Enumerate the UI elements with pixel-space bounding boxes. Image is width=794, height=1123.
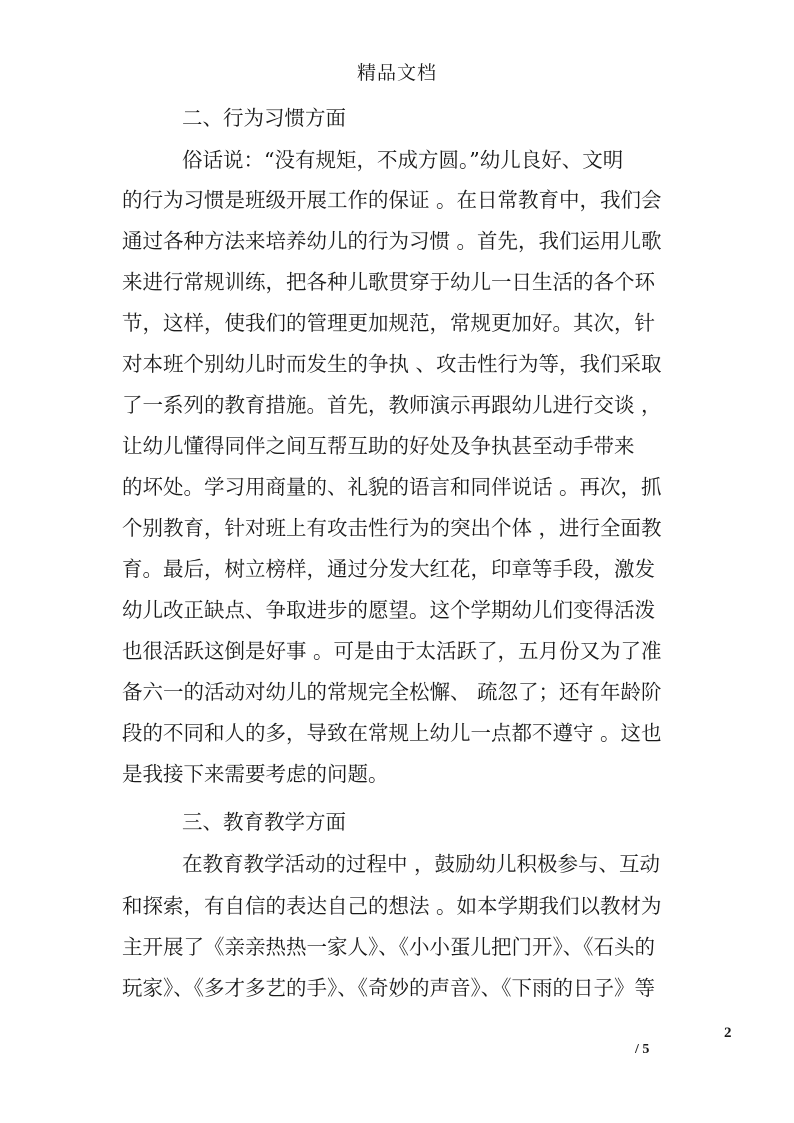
paragraph-line: 节，这样，使我们的管理更加规范，常规更加好。其次，针 (122, 311, 655, 335)
paragraph-line: 俗话说：“没有规矩，不成方圆。”幼儿良好、文明 (182, 148, 624, 172)
paragraph-line: 个别教育，针对班上有攻击性行为的突出个体 ，进行全面教 (122, 516, 662, 540)
section-heading: 三、教育教学方面 (182, 810, 346, 834)
page-total: / 5 (635, 1042, 650, 1057)
paragraph-line: 来进行常规训练，把各种儿歌贯穿于幼儿一日生活的各个环 (122, 270, 655, 294)
paragraph-line: 幼儿改正缺点、争取进步的愿望。这个学期幼儿们变得活泼 (122, 598, 655, 622)
paragraph-line: 对本班个别幼儿时而发生的争执 、攻击性行为等，我们采取 (122, 352, 662, 376)
page-number: 2 (724, 1025, 732, 1041)
paragraph-line: 通过各种方法来培养幼儿的行为习惯 。首先，我们运用儿歌 (122, 229, 662, 253)
paragraph-line: 的行为习惯是班级开展工作的保证 。在日常教育中，我们会 (122, 188, 662, 212)
paragraph-line: 备六一的活动对幼儿的常规完全松懈、 疏忽了；还有年龄阶 (122, 680, 662, 704)
paragraph-line: 玩家》、《多才多艺的手》、《奇妙的声音》、《下雨的日子》等 (122, 976, 655, 1000)
paragraph-line: 的坏处。学习用商量的、礼貌的语言和同伴说话 。再次，抓 (122, 475, 662, 499)
paragraph-line: 也很活跃这倒是好事 。可是由于太活跃了，五月份又为了准 (122, 639, 662, 663)
paragraph-line: 是我接下来需要考虑的问题。 (122, 762, 389, 786)
paragraph-line: 段的不同和人的多，导致在常规上幼儿一点都不遵守 。这也 (122, 721, 662, 745)
paragraph-line: 了一系列的教育措施。首先，教师演示再跟幼儿进行交谈 ， (122, 393, 662, 417)
header-title: 精品文档 (356, 62, 437, 84)
paragraph-line: 让幼儿懂得同伴之间互帮互助的好处及争执甚至动手带来 (122, 434, 635, 458)
section-heading: 二、行为习惯方面 (182, 106, 346, 130)
paragraph-line: 在教育教学活动的过程中 ，鼓励幼儿积极参与、互动 (182, 852, 661, 876)
paragraph-line: 育。最后，树立榜样，通过分发大红花，印章等手段，激发 (122, 557, 655, 581)
paragraph-line: 主开展了《亲亲热热一家人》、《小小蛋儿把门开》、《石头的 (122, 935, 655, 959)
paragraph-line: 和探索，有自信的表达自己的想法 。如本学期我们以教材为 (122, 894, 662, 918)
